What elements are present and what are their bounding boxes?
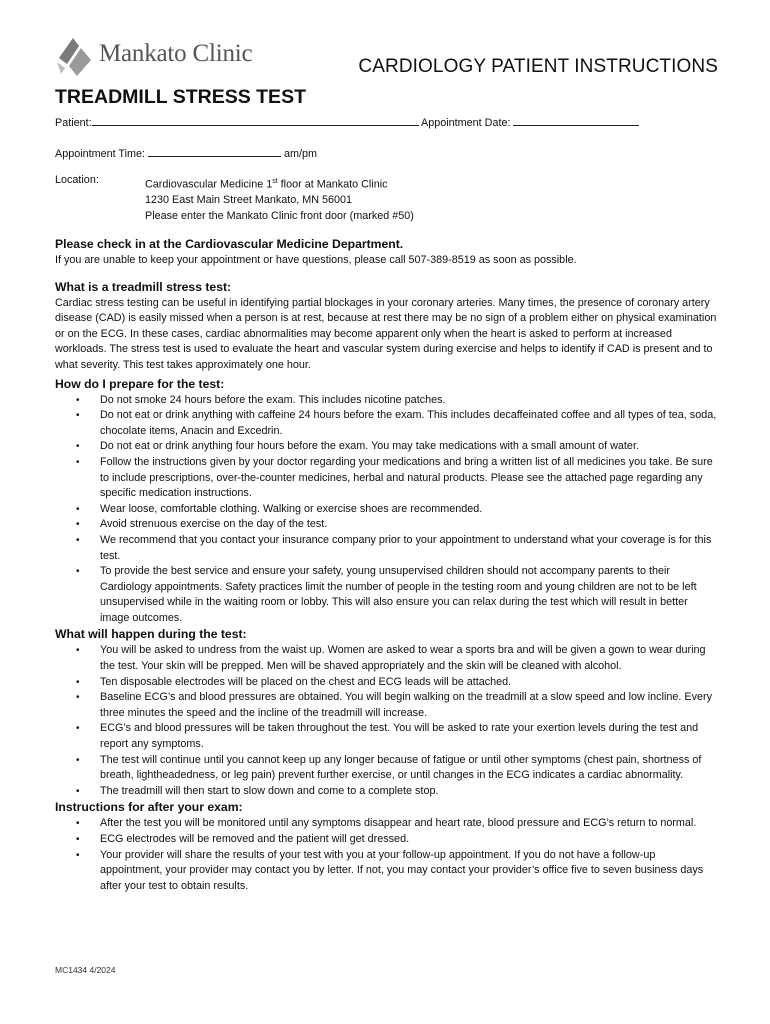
time-suffix: am/pm: [284, 148, 318, 160]
instructions-body: [55, 236, 720, 894]
location-address: [145, 174, 414, 224]
list-item: • Baseline ECG’s and blood pressures are obtained. You will begin walking on the treadmill at a slow speed and low incline. Every three minutes the speed and the incline of the treadmill will increase.: [100, 690, 720, 721]
logo-mark-icon: [55, 36, 95, 76]
list-item: • After the test you will be monitored until any symptoms disappear and heart rate, blood pressure and ECG’s return to normal.: [100, 816, 720, 832]
list-item: • Do not eat or drink anything four hours before the exam. You may take medications with a small amount of water.: [100, 439, 720, 455]
appointment-date-field[interactable]: [513, 114, 639, 126]
patient-field[interactable]: [92, 114, 419, 126]
list-item: • Do not smoke 24 hours before the exam. This includes nicotine patches.: [100, 393, 720, 409]
list-item: • Do not eat or drink anything with caffeine 24 hours before the exam. This includes decaffeinated coffee and all types of tea, soda, chocolate items, Anacin and Excedrin.: [100, 408, 720, 439]
page-title: TREADMILL STRESS TEST: [55, 86, 306, 108]
location-label: Location:: [55, 174, 99, 186]
location-line-3: Please enter the Mankato Clinic front door (marked #50): [145, 209, 414, 222]
section-paragraph-what-is: Cardiac stress testing can be useful in identifying partial blockages in your coronary arteries. Many times, the presence of coronary artery disease (CAD) is easily missed when a person is at rest, because at rest there may be no sign of a problem either on physical examination or on the ECG. In these cases, cardiac abnormalities may become apparent only when the heart is asked to perform at increased workloads. The stress test is used to evaluate the heart and vascular system during exercise and helps to identify if CAD is present and to what severity. This test takes approximately one hour.: [55, 296, 717, 371]
during-list: [55, 643, 720, 799]
list-item: • The treadmill will then start to slow down and come to a complete stop.: [100, 784, 720, 800]
checkin-text: If you are unable to keep your appointment or have questions, please call 507-389-8519 as soon as possible.: [55, 254, 577, 266]
mankato-clinic-logo: [55, 36, 255, 80]
list-item: • Your provider will share the results of your test with you at your follow-up appointment. If you do not have a follow-up appointment, your provider may contact you by letter. If not, you may contact your provider’s office five to seven business days after your test to obtain results.: [100, 848, 720, 895]
after-list: [55, 816, 720, 894]
list-item: • Wear loose, comfortable clothing. Walking or exercise shoes are recommended.: [100, 502, 720, 518]
list-item: • Ten disposable electrodes will be placed on the chest and ECG leads will be attached.: [100, 675, 720, 691]
form-code: MC1434 4/2024: [55, 965, 116, 975]
list-item: • We recommend that you contact your insurance company prior to your appointment to understand what your coverage is for this test.: [100, 533, 720, 564]
list-item: • You will be asked to undress from the waist up. Women are asked to wear a sports bra and will be given a gown to wear during the test. Your skin will be prepped. Men will be shaved appropriately and the skin will be cleaned with alcohol.: [100, 643, 720, 674]
appointment-time-field[interactable]: [148, 145, 281, 157]
document-type-heading: CARDIOLOGY PATIENT INSTRUCTIONS: [358, 56, 718, 77]
section-heading-during: What will happen during the test:: [55, 627, 247, 642]
logo-text: Mankato Clinic: [99, 40, 253, 67]
list-item: • The test will continue until you cannot keep up any longer because of fatigue or until other symptoms (chest pain, shortness of breath, lightheadedness, or leg pain) prevent further exercise, or until changes in the ECG indicates a cardiac abnormality.: [100, 753, 720, 784]
appointment-date-label: Appointment Date:: [421, 117, 511, 129]
patient-row: [55, 114, 639, 129]
list-item: • To provide the best service and ensure your safety, young unsupervised children should not accompany parents to their Cardiology appointments. Safety practices limit the number of people in the testing room and young children are not to be left unsupervised while in the waiting room or lobby. This will also ensure you can relax during the test which will result in better image outcomes.: [100, 564, 720, 626]
list-item: • Follow the instructions given by your doctor regarding your medications and bring a written list of all medicines you take. Be sure to include prescriptions, over-the-counter medicines, herbal and natural products. Please see the attached page regarding any specific medication instructions.: [100, 455, 720, 502]
prepare-list: [55, 393, 720, 627]
section-heading-after: Instructions for after your exam:: [55, 800, 243, 815]
appointment-time-label: Appointment Time:: [55, 148, 146, 160]
checkin-heading: Please check in at the Cardiovascular Medicine Department.: [55, 237, 404, 251]
appointment-time-row: [55, 145, 317, 160]
patient-label: Patient:: [55, 117, 92, 129]
list-item: • Avoid strenuous exercise on the day of the test.: [100, 517, 720, 533]
location-line-1: Cardiovascular Medicine 1st floor at Mankato Clinic: [145, 178, 388, 191]
list-item: • ECG’s and blood pressures will be taken throughout the test. You will be asked to rate your exertion levels during the test and report any symptoms.: [100, 721, 720, 752]
section-heading-what-is: What is a treadmill stress test:: [55, 279, 232, 294]
section-heading-prepare: How do I prepare for the test:: [55, 376, 225, 391]
list-item: • ECG electrodes will be removed and the patient will get dressed.: [100, 832, 720, 848]
location-line-2: 1230 East Main Street Mankato, MN 56001: [145, 194, 353, 207]
